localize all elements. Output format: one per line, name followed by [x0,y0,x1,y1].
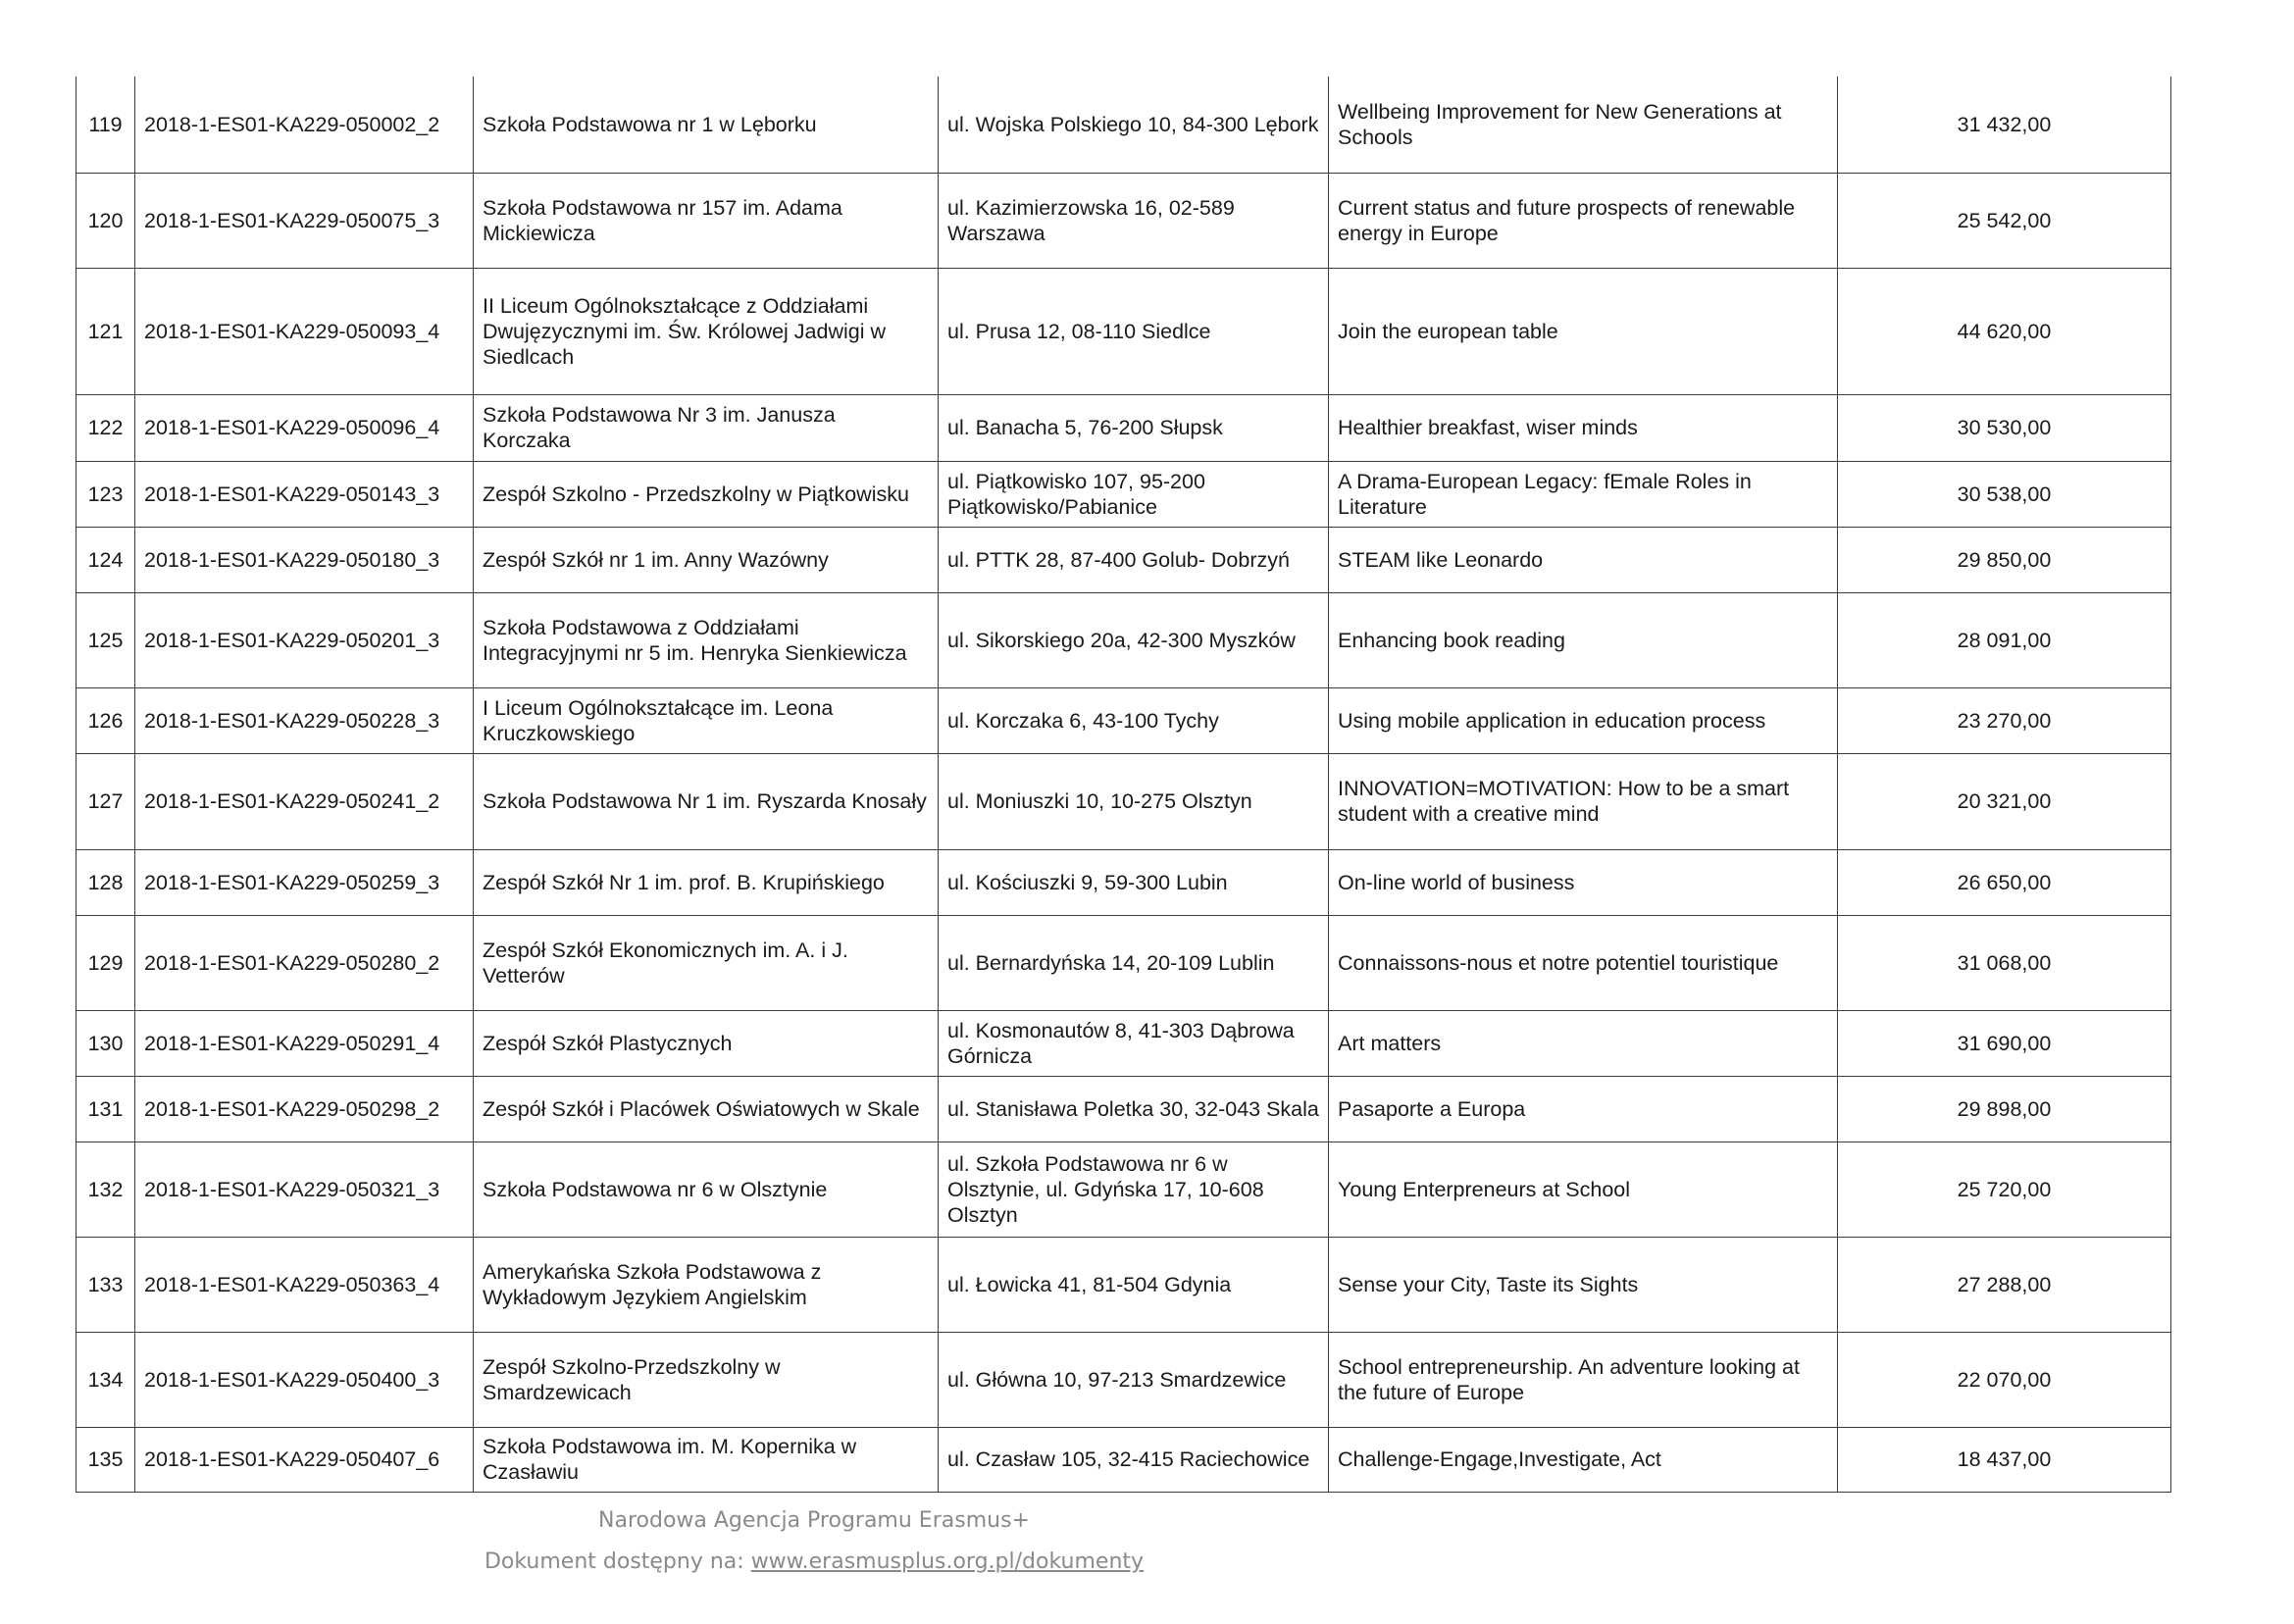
cell-number: 134 [76,1332,135,1427]
cell-amount: 29 898,00 [1838,1076,2171,1142]
cell-project-id: 2018-1-ES01-KA229-050180_3 [135,527,474,592]
cell-project-title: INNOVATION=MOTIVATION: How to be a smart student with a creative mind [1329,753,1838,849]
footer-available-prefix: Dokument dostępny na: [484,1549,751,1574]
cell-address: ul. Kazimierzowska 16, 02-589 Warszawa [939,173,1329,268]
table-row [76,461,2171,527]
table-row [76,173,2171,268]
cell-project-title: Sense your City, Taste its Sights [1329,1237,1838,1332]
cell-number: 130 [76,1010,135,1076]
cell-school-name: Zespół Szkół i Placówek Oświatowych w Skale [474,1076,939,1142]
cell-number: 126 [76,687,135,753]
cell-project-id: 2018-1-ES01-KA229-050002_2 [135,76,474,173]
cell-number: 124 [76,527,135,592]
cell-school-name: Szkoła Podstawowa nr 157 im. Adama Mickiewicza [474,173,939,268]
table-row [76,527,2171,592]
table-row [76,1237,2171,1332]
cell-project-title: Using mobile application in education process [1329,687,1838,753]
cell-address: ul. Czasław 105, 32-415 Raciechowice [939,1427,1329,1492]
footer-agency [0,1508,1628,1533]
cell-project-id: 2018-1-ES01-KA229-050143_3 [135,461,474,527]
table-row [76,915,2171,1010]
cell-project-title: On-line world of business [1329,849,1838,915]
cell-address: ul. Łowicka 41, 81-504 Gdynia [939,1237,1329,1332]
cell-number: 123 [76,461,135,527]
table-row [76,849,2171,915]
cell-address: ul. Główna 10, 97-213 Smardzewice [939,1332,1329,1427]
cell-address: ul. Szkoła Podstawowa nr 6 w Olsztynie, ul. Gdyńska 17, 10-608 Olsztyn [939,1142,1329,1237]
cell-school-name: Amerykańska Szkoła Podstawowa z Wykładowym Językiem Angielskim [474,1237,939,1332]
cell-address: ul. Bernardyńska 14, 20-109 Lublin [939,915,1329,1010]
cell-school-name: Zespół Szkolno-Przedszkolny w Smardzewicach [474,1332,939,1427]
cell-project-id: 2018-1-ES01-KA229-050363_4 [135,1237,474,1332]
table-body [76,76,2171,1492]
cell-number: 121 [76,268,135,394]
cell-amount: 30 538,00 [1838,461,2171,527]
cell-number: 120 [76,173,135,268]
cell-school-name: Zespół Szkół Plastycznych [474,1010,939,1076]
cell-school-name: Zespół Szkolno - Przedszkolny w Piątkowisku [474,461,939,527]
cell-project-id: 2018-1-ES01-KA229-050241_2 [135,753,474,849]
cell-address: ul. Banacha 5, 76-200 Słupsk [939,394,1329,461]
cell-number: 125 [76,592,135,687]
cell-number: 129 [76,915,135,1010]
cell-amount: 23 270,00 [1838,687,2171,753]
cell-project-id: 2018-1-ES01-KA229-050321_3 [135,1142,474,1237]
cell-address: ul. Sikorskiego 20a, 42-300 Myszków [939,592,1329,687]
cell-project-title: Join the european table [1329,268,1838,394]
footer-agency-text: Narodowa Agencja Programu Erasmus+ [598,1508,1030,1533]
table-row [76,1142,2171,1237]
cell-project-title: Challenge-Engage,Investigate, Act [1329,1427,1838,1492]
cell-address: ul. Prusa 12, 08-110 Siedlce [939,268,1329,394]
cell-school-name: Zespół Szkół Ekonomicznych im. A. i J. Vetterów [474,915,939,1010]
cell-amount: 27 288,00 [1838,1237,2171,1332]
cell-amount: 18 437,00 [1838,1427,2171,1492]
cell-project-title: Healthier breakfast, wiser minds [1329,394,1838,461]
cell-school-name: II Liceum Ogólnokształcące z Oddziałami Dwujęzycznymi im. Św. Królowej Jadwigi w Siedlcach [474,268,939,394]
cell-project-id: 2018-1-ES01-KA229-050400_3 [135,1332,474,1427]
footer-document-link[interactable]: www.erasmusplus.org.pl/dokumenty [750,1549,1145,1574]
cell-project-id: 2018-1-ES01-KA229-050259_3 [135,849,474,915]
cell-project-title: School entrepreneurship. An adventure looking at the future of Europe [1329,1332,1838,1427]
cell-project-title: Art matters [1329,1010,1838,1076]
cell-amount: 30 530,00 [1838,394,2171,461]
cell-amount: 31 068,00 [1838,915,2171,1010]
table-row [76,1332,2171,1427]
cell-school-name: Zespół Szkół Nr 1 im. prof. B. Krupińskiego [474,849,939,915]
cell-project-title: Young Enterpreneurs at School [1329,1142,1838,1237]
table-row [76,394,2171,461]
table-row [76,1427,2171,1492]
cell-address: ul. Kościuszki 9, 59-300 Lubin [939,849,1329,915]
cell-address: ul. Moniuszki 10, 10-275 Olsztyn [939,753,1329,849]
cell-school-name: Szkoła Podstawowa Nr 3 im. Janusza Korczaka [474,394,939,461]
cell-amount: 44 620,00 [1838,268,2171,394]
cell-project-id: 2018-1-ES01-KA229-050228_3 [135,687,474,753]
cell-school-name: Szkoła Podstawowa Nr 1 im. Ryszarda Knosały [474,753,939,849]
cell-project-title: Wellbeing Improvement for New Generations at Schools [1329,76,1838,173]
cell-address: ul. Stanisława Poletka 30, 32-043 Skala [939,1076,1329,1142]
cell-number: 119 [76,76,135,173]
cell-number: 127 [76,753,135,849]
cell-amount: 28 091,00 [1838,592,2171,687]
cell-project-title: A Drama-European Legacy: fEmale Roles in Literature [1329,461,1838,527]
cell-number: 131 [76,1076,135,1142]
cell-school-name: Szkoła Podstawowa nr 6 w Olsztynie [474,1142,939,1237]
cell-number: 122 [76,394,135,461]
cell-amount: 31 432,00 [1838,76,2171,173]
table-row [76,76,2171,173]
cell-address: ul. Korczaka 6, 43-100 Tychy [939,687,1329,753]
cell-address: ul. Piątkowisko 107, 95-200 Piątkowisko/Pabianice [939,461,1329,527]
cell-project-id: 2018-1-ES01-KA229-050075_3 [135,173,474,268]
cell-number: 133 [76,1237,135,1332]
footer-availability [0,1549,1628,1574]
cell-project-id: 2018-1-ES01-KA229-050201_3 [135,592,474,687]
cell-project-id: 2018-1-ES01-KA229-050291_4 [135,1010,474,1076]
cell-project-title: Connaissons-nous et notre potentiel touristique [1329,915,1838,1010]
cell-project-id: 2018-1-ES01-KA229-050298_2 [135,1076,474,1142]
cell-number: 135 [76,1427,135,1492]
cell-address: ul. Kosmonautów 8, 41-303 Dąbrowa Górnicza [939,1010,1329,1076]
cell-project-id: 2018-1-ES01-KA229-050280_2 [135,915,474,1010]
cell-school-name: Szkoła Podstawowa im. M. Kopernika w Czasławiu [474,1427,939,1492]
cell-school-name: I Liceum Ogólnokształcące im. Leona Kruczkowskiego [474,687,939,753]
cell-amount: 20 321,00 [1838,753,2171,849]
cell-project-id: 2018-1-ES01-KA229-050096_4 [135,394,474,461]
cell-amount: 29 850,00 [1838,527,2171,592]
cell-project-title: STEAM like Leonardo [1329,527,1838,592]
cell-project-id: 2018-1-ES01-KA229-050407_6 [135,1427,474,1492]
table-row [76,1010,2171,1076]
table-row [76,268,2171,394]
cell-project-title: Pasaporte a Europa [1329,1076,1838,1142]
grants-table [76,76,2171,1493]
cell-school-name: Zespół Szkół nr 1 im. Anny Wazówny [474,527,939,592]
cell-number: 132 [76,1142,135,1237]
cell-amount: 26 650,00 [1838,849,2171,915]
cell-amount: 25 720,00 [1838,1142,2171,1237]
cell-number: 128 [76,849,135,915]
cell-amount: 22 070,00 [1838,1332,2171,1427]
table-row [76,592,2171,687]
cell-amount: 31 690,00 [1838,1010,2171,1076]
table-row [76,687,2171,753]
cell-address: ul. Wojska Polskiego 10, 84-300 Lębork [939,76,1329,173]
table-row [76,1076,2171,1142]
cell-project-title: Current status and future prospects of renewable energy in Europe [1329,173,1838,268]
cell-school-name: Szkoła Podstawowa z Oddziałami Integracyjnymi nr 5 im. Henryka Sienkiewicza [474,592,939,687]
cell-school-name: Szkoła Podstawowa nr 1 w Lęborku [474,76,939,173]
table-row [76,753,2171,849]
cell-project-id: 2018-1-ES01-KA229-050093_4 [135,268,474,394]
cell-amount: 25 542,00 [1838,173,2171,268]
cell-address: ul. PTTK 28, 87-400 Golub- Dobrzyń [939,527,1329,592]
cell-project-title: Enhancing book reading [1329,592,1838,687]
